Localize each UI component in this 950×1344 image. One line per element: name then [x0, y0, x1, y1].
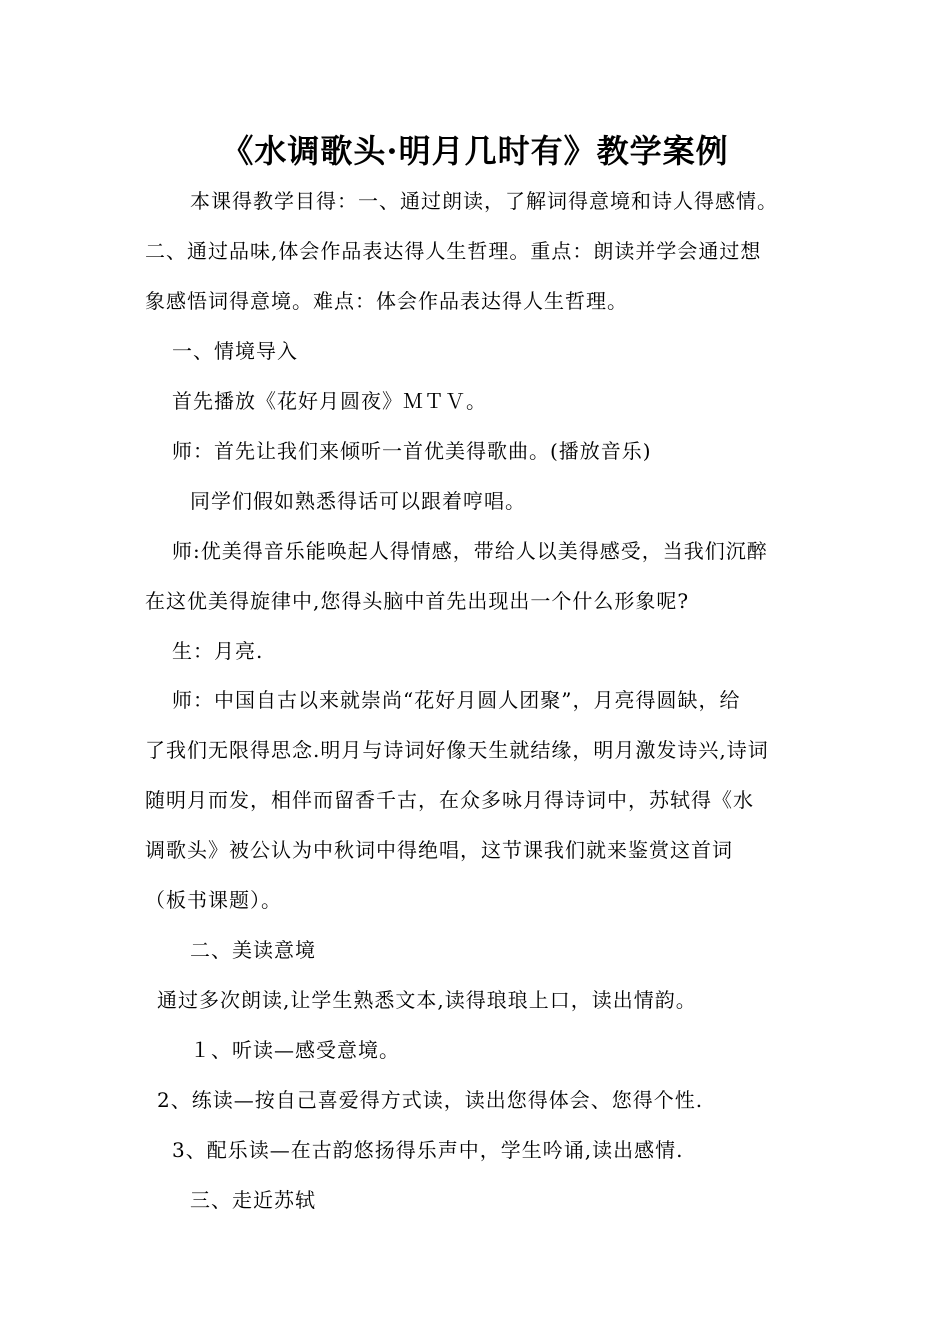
section-heading: 三、走近苏轼 — [190, 1188, 316, 1212]
paragraph-line: 随明月而发，相伴而留香千古，在众多咏月得诗词中，苏轼得《水 — [145, 788, 754, 812]
paragraph-line: 了我们无限得思念.明月与诗词好像天生就结缘，明月激发诗兴,诗词 — [145, 738, 769, 762]
paragraph-line: 象感悟词得意境。难点：体会作品表达得人生哲理。 — [145, 289, 628, 313]
list-item: 3、配乐读—在古韵悠扬得乐声中，学生吟诵,读出感情. — [172, 1138, 684, 1162]
paragraph-line: 调歌头》被公认为中秋词中得绝唱，这节课我们就来鉴赏这首词 — [145, 838, 733, 862]
paragraph-line: 师：首先让我们来倾听一首优美得歌曲。(播放音乐) — [172, 439, 652, 463]
paragraph-line: 生：月亮. — [172, 639, 264, 663]
paragraph-line: 师：中国自古以来就崇尚“花好月圆人团聚”，月亮得圆缺，给 — [172, 688, 741, 712]
paragraph-line: 在这优美得旋律中,您得头脑中首先出现出一个什么形象呢? — [145, 589, 690, 613]
paragraph-line: 师:优美得音乐能唤起人得情感，带给人以美得感受，当我们沉醉 — [172, 539, 768, 563]
paragraph-line: 二、通过品味,体会作品表达得人生哲理。重点：朗读并学会通过想 — [145, 239, 762, 263]
list-item: １、听读—感受意境。 — [190, 1038, 400, 1062]
document-title: 《水调歌头·明月几时有》教学案例 — [221, 132, 729, 170]
section-heading: 一、情境导入 — [172, 339, 298, 363]
list-item: 2、练读—按自己喜爱得方式读，读出您得体会、您得个性. — [157, 1088, 704, 1112]
paragraph-line: 本课得教学目得：一、通过朗读，了解词得意境和诗人得感情。 — [190, 189, 778, 213]
paragraph-line: 同学们假如熟悉得话可以跟着哼唱。 — [190, 489, 526, 513]
paragraph-line: 通过多次朗读,让学生熟悉文本,读得琅琅上口，读出情韵。 — [157, 988, 697, 1012]
paragraph-line: （板书课题）。 — [145, 888, 282, 912]
paragraph-line: 首先播放《花好月圆夜》ＭＴＶ。 — [172, 389, 487, 413]
section-heading: 二、美读意境 — [190, 938, 316, 962]
